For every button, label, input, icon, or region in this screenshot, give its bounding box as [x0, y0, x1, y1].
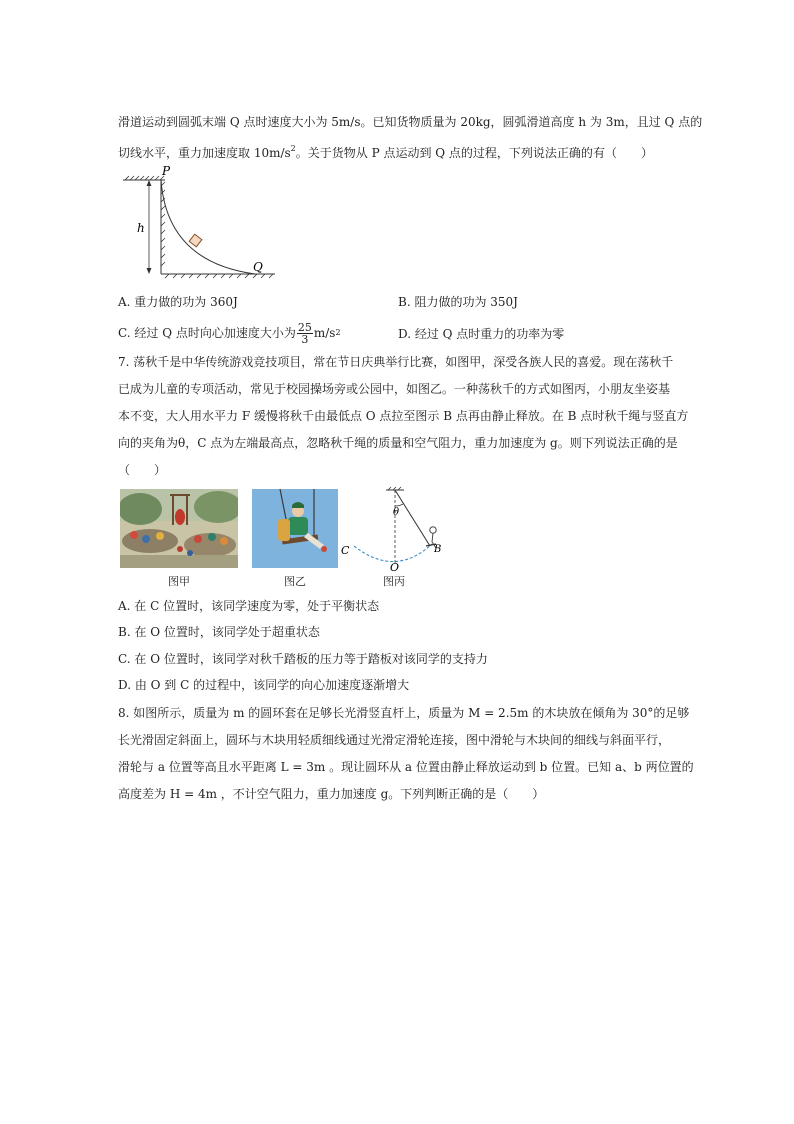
q6-stem-line-2-a: 切线水平，重力加速度取 10m/s — [118, 146, 291, 160]
q8-stem-line-4: 高度差为 H = 4m ，不计空气阻力，重力加速度 g。下列判断正确的是（ ） — [118, 787, 545, 801]
q8-stem-line-1: 8. 如图所示，质量为 m 的圆环套在足够长光滑竖直杆上，质量为 M = 2.5m 的木块放在倾角为 30°的足够 — [118, 706, 690, 720]
q6-stem-line-2 — [118, 141, 653, 161]
q7-label-O: O — [390, 561, 400, 572]
q7-stem-line-4: 向的夹角为θ，C 点为左端最高点，忽略秋千绳的质量和空气阻力，重力加速度为 g。则下列说法正确的是 — [118, 436, 678, 450]
q7-figure-jia-painting — [120, 489, 238, 568]
q7-stem-line-1: 7. 荡秋千是中华传统游戏竞技项目，常在节日庆典举行比赛，如图甲，深受各族人民的喜爱。现在荡秋千 — [118, 355, 674, 369]
q7-caption-yi: 图乙 — [284, 575, 306, 588]
q6-option-c-text: C. 经过 Q 点时向心加速度大小为 — [118, 326, 296, 340]
q7-option-a: A. 在 C 位置时，该同学速度为零，处于平衡状态 — [118, 599, 380, 613]
q7-figure-bing-diagram — [340, 486, 450, 572]
q6-option-c-denominator: 3 — [301, 332, 309, 346]
q7-label-theta: θ — [393, 507, 400, 518]
q6-label-Q: Q — [253, 260, 263, 274]
q7-stem-line-3: 本不变，大人用水平力 F 缓慢将秋千由最低点 O 点拉至图示 B 点再由静止释放。在 B 点时秋千绳与竖直方 — [118, 409, 689, 423]
q6-option-b: B. 阻力做的功为 350J — [398, 295, 518, 309]
q7-label-C: C — [341, 544, 350, 557]
q7-stem-line-2: 已成为儿童的专项活动，常见于校园操场旁或公园中，如图乙。一种荡秋千的方式如图丙，小朋友坐姿基 — [118, 382, 671, 396]
q6-option-c-numerator: 25 — [297, 320, 312, 334]
q7-option-d: D. 由 O 到 C 的过程中，该同学的向心加速度逐渐增大 — [118, 678, 410, 692]
q8-stem-line-3: 滑轮与 a 位置等高且水平距离 L = 3m 。现让圆环从 a 位置由静止释放运动到 b 位置。已知 a、b 两位置的 — [118, 760, 694, 774]
q7-caption-jia: 图甲 — [168, 575, 190, 588]
q6-option-a: A. 重力做的功为 360J — [118, 295, 238, 309]
q6-stem-line-2-sup: 2 — [290, 144, 296, 153]
q7-caption-bing: 图丙 — [383, 575, 405, 588]
q7-figure-yi-photo — [252, 489, 338, 568]
q6-stem-line-1: 滑道运动到圆弧末端 Q 点时速度大小为 5m/s。已知货物质量为 20kg，圆弧滑道高度 h 为 3m，且过 Q 点的 — [118, 115, 703, 129]
q6-option-d: D. 经过 Q 点时重力的功率为零 — [398, 327, 565, 341]
q6-label-P: P — [162, 164, 171, 178]
q6-option-c-fraction — [297, 322, 313, 345]
q6-label-h: h — [137, 221, 145, 235]
q7-stem-line-5: （ ） — [118, 463, 167, 477]
q6-stem-line-2-b: 。关于货物从 P 点运动到 Q 点的过程，下列说法正确的有（ ） — [295, 146, 653, 160]
q6-slide-diagram — [115, 162, 285, 282]
q7-label-B: B — [434, 544, 442, 555]
q6-option-c — [118, 320, 341, 346]
q7-option-b: B. 在 O 位置时，该同学处于超重状态 — [118, 625, 320, 639]
q7-option-c: C. 在 O 位置时，该同学对秋千踏板的压力等于踏板对该同学的支持力 — [118, 652, 488, 666]
q8-stem-line-2: 长光滑固定斜面上，圆环与木块用轻质细线通过光滑定滑轮连接，图中滑轮与木块间的细线与斜面平行， — [118, 733, 671, 747]
q6-option-c-unit-sup: 2 — [335, 328, 341, 337]
q6-option-c-unit: m/s — [313, 326, 336, 340]
